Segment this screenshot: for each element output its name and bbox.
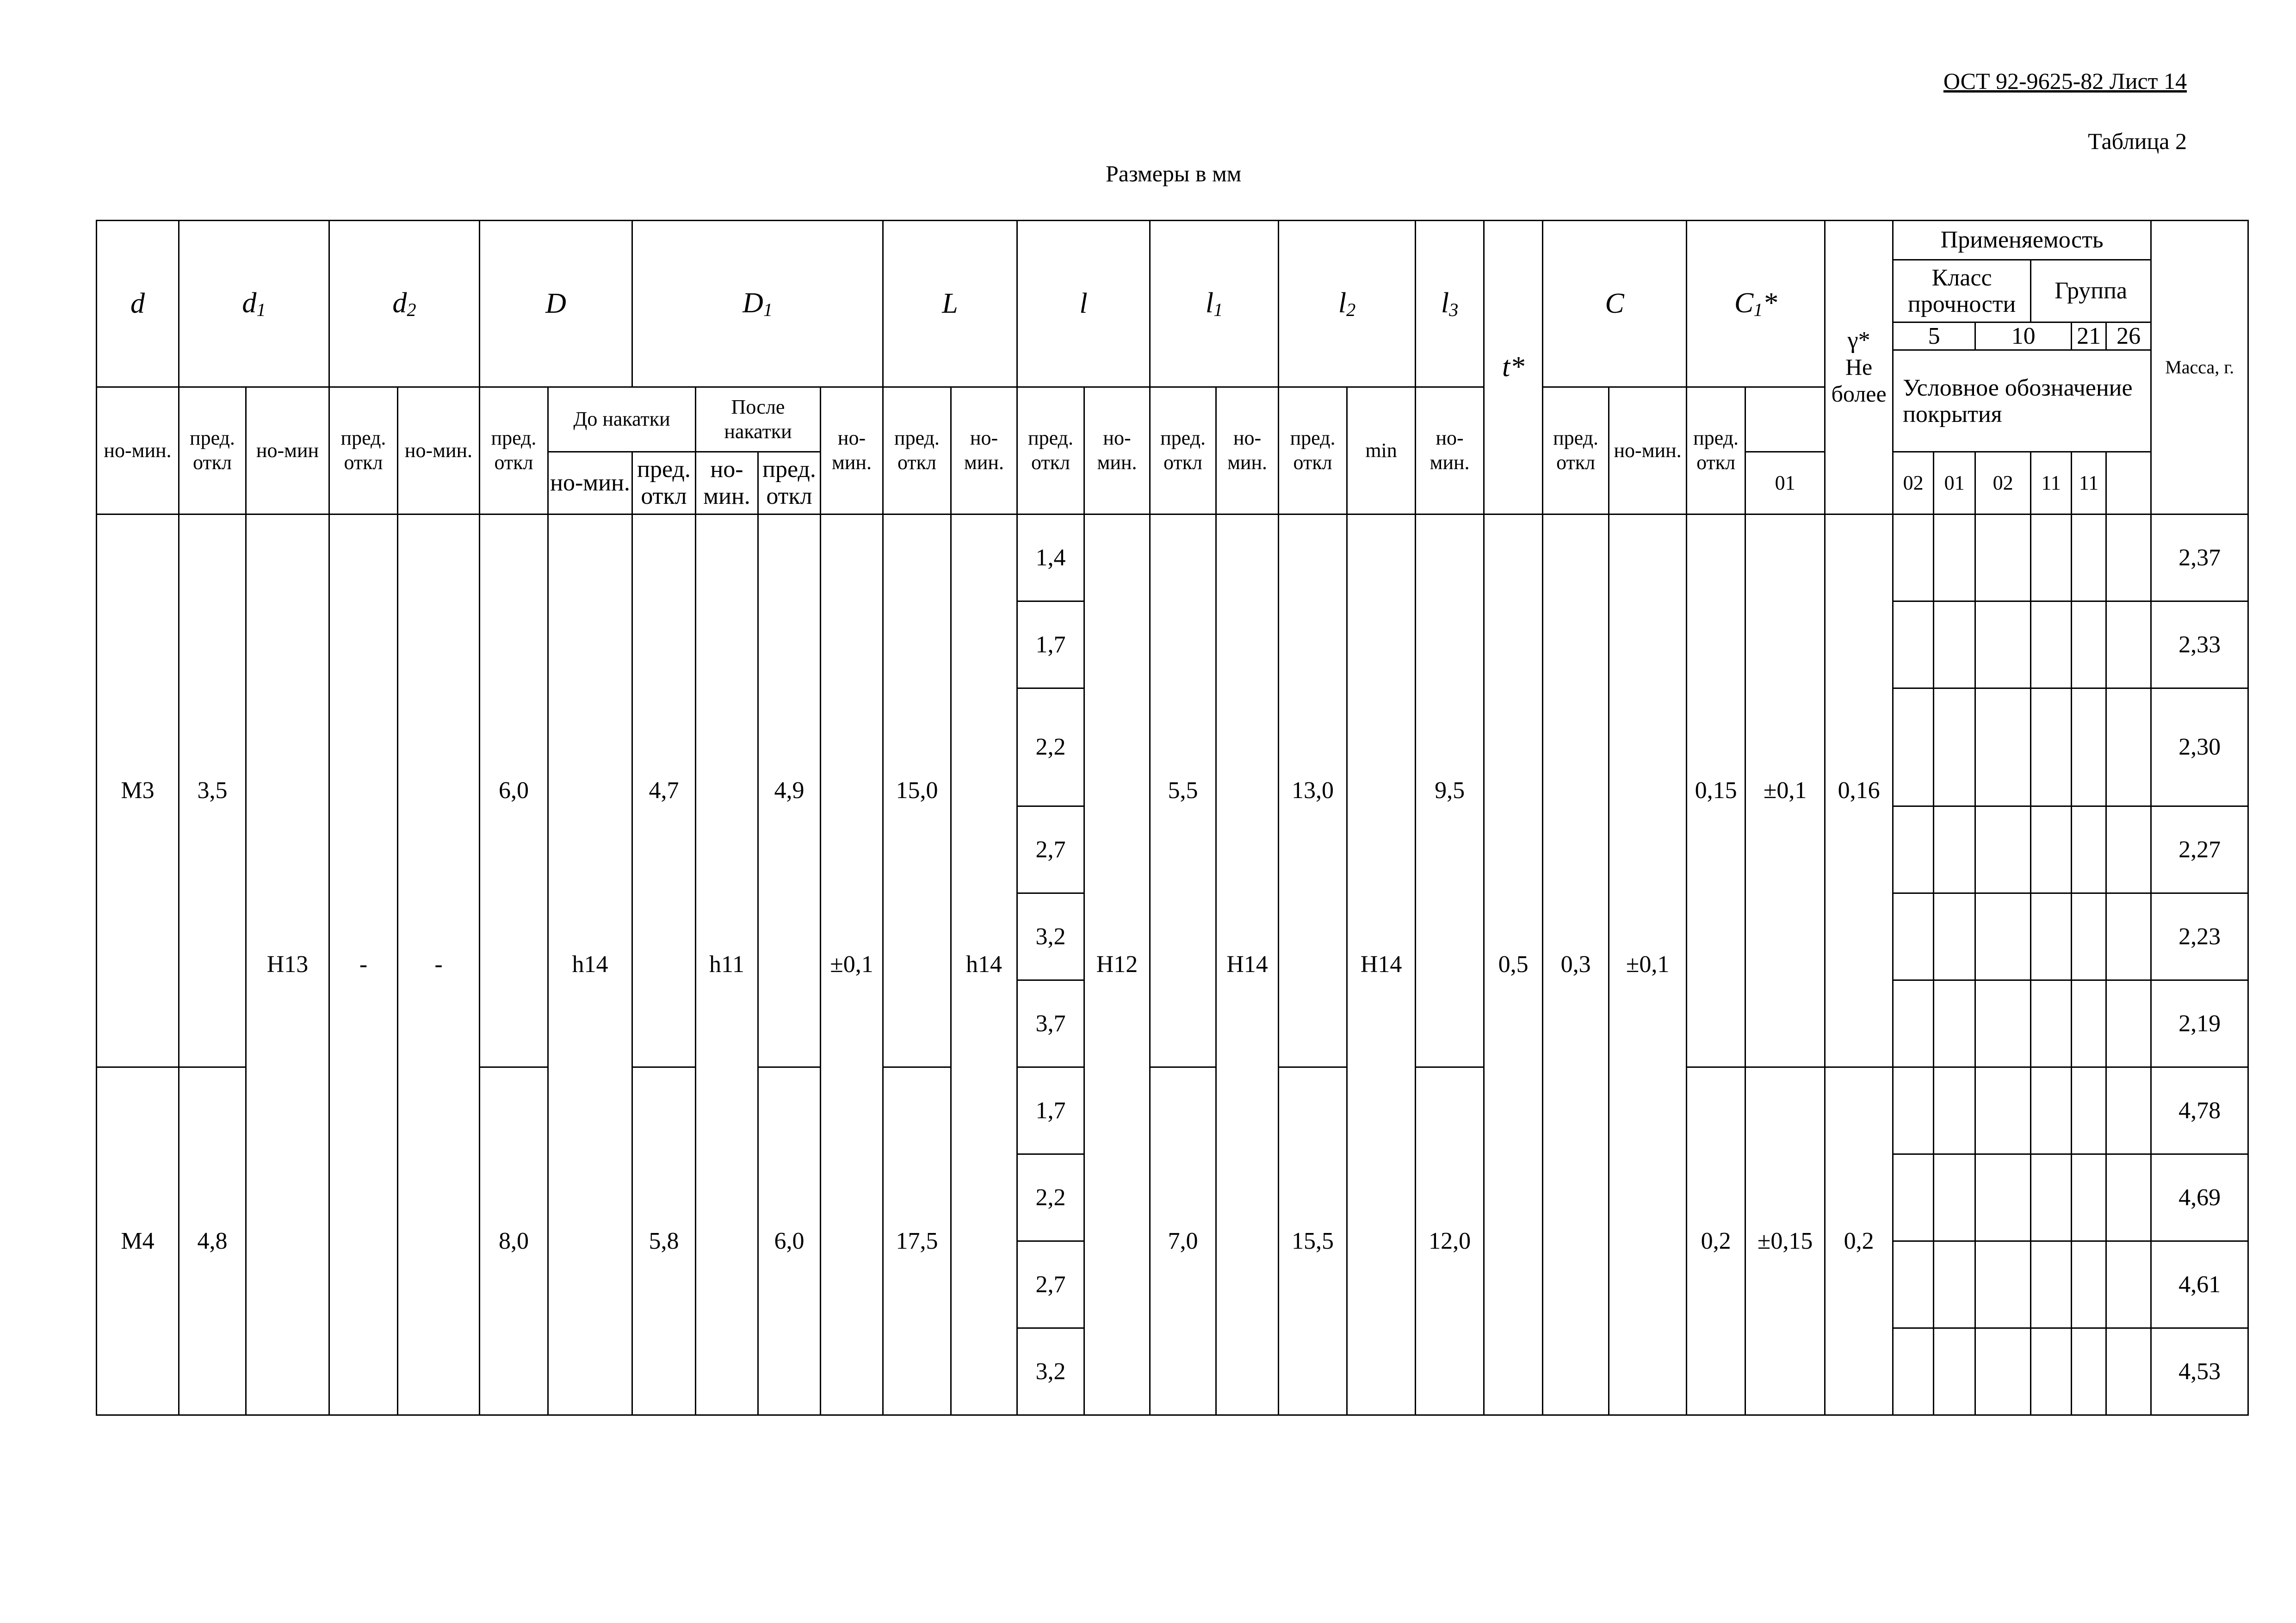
applicability-cell [1975,688,2031,806]
d2-nominal: - [329,514,398,1415]
applicability-cell [1893,1328,1934,1415]
C-nom-label: но-мин. [1416,387,1484,514]
applicability-cell [1893,980,1934,1067]
class-5: 5 [1893,322,1975,350]
header-l: l [1017,221,1150,387]
m4-l1: 7,0 [1150,1067,1216,1415]
l1-dev-label: пред. откл [1150,387,1216,514]
header-t: t* [1484,221,1543,514]
m3-d: М3 [97,514,179,1067]
header-strength-class: Класс прочности [1893,260,2031,322]
l1-nom-label: но-мин. [1084,387,1150,514]
applicability-cell [1975,1241,2031,1328]
l-value: 3,2 [1017,893,1084,980]
D1-after-tolerance: ±0,1 [821,514,883,1415]
m4-d: М4 [97,1067,179,1415]
m4-L: 17,5 [883,1067,951,1415]
m4-D1-after: 6,0 [758,1067,821,1415]
m4-gamma: 0,2 [1825,1067,1893,1415]
applicability-cell [2072,514,2106,601]
applicability-cell [2031,980,2072,1067]
group-21: 21 [2072,322,2106,350]
mass-value: 4,78 [2151,1067,2248,1154]
header-applicability: Применяемость [1893,221,2151,260]
D1-after-dev-label: пред. откл [758,452,821,514]
applicability-cell [1934,980,1975,1067]
applicability-cell [1975,1328,2031,1415]
l-value: 2,2 [1017,688,1084,806]
header-l2: $l_2$ [1279,221,1416,387]
D-tolerance: h14 [548,514,632,1415]
applicability-cell [1934,1328,1975,1415]
header-C: C [1543,221,1687,387]
m3-l1: 5,5 [1150,514,1216,1067]
m3-gamma: 0,16 [1825,514,1893,1067]
header-D: D [480,221,632,387]
mass-value: 2,30 [2151,688,2248,806]
m4-D: 8,0 [480,1067,548,1415]
L-dev-label: пред. откл [883,387,951,514]
header-group: Группа [2031,260,2151,322]
applicability-cell [1975,514,2031,601]
applicability-cell [1975,980,2031,1067]
m3-D1-after: 4,9 [758,514,821,1067]
applicability-cell [2072,688,2106,806]
D1-before-tolerance: h11 [696,514,758,1415]
D1-after-nom-label: но-мин. [696,452,758,514]
l-value: 1,4 [1017,514,1084,601]
mass-value: 4,61 [2151,1241,2248,1328]
mass-value: 2,23 [2151,893,2248,980]
applicability-cell [1934,1067,1975,1154]
D1-after-knurl: После накатки [696,387,821,452]
m3-D: 6,0 [480,514,548,1067]
applicability-cell [1934,688,1975,806]
t-value: 0,5 [1484,514,1543,1415]
table-number: Таблица 2 [2088,128,2187,154]
applicability-cell [2106,1067,2151,1154]
applicability-cell [1893,601,1934,688]
applicability-cell [1975,893,2031,980]
applicability-cell [2031,1154,2072,1241]
applicability-cell [2106,601,2151,688]
m4-D1-before: 5,8 [632,1067,696,1415]
applicability-cell [2106,893,2151,980]
applicability-cell [2106,514,2151,601]
applicability-cell [1975,1067,2031,1154]
applicability-cell [2072,806,2106,893]
applicability-cell [1893,806,1934,893]
header-C1: $C_1*$ [1687,221,1825,387]
C1-nom-label: но-мин. [1609,387,1687,514]
l1-tolerance: H14 [1216,514,1279,1415]
applicability-cell [2031,893,2072,980]
m3-C1-nominal: 0,15 [1687,514,1745,1067]
l-value: 3,2 [1017,1328,1084,1415]
applicability-cell [2106,688,2151,806]
applicability-cell [1934,1241,1975,1328]
applicability-cell [2106,1328,2151,1415]
mass-value: 4,69 [2151,1154,2248,1241]
applicability-cell [1934,1154,1975,1241]
l-value: 3,7 [1017,980,1084,1067]
applicability-cell [1975,1154,2031,1241]
applicability-cell [2031,1067,2072,1154]
header-d2: $d_2$ [329,221,480,387]
header-mass: Масса, г. [2151,221,2248,514]
applicability-cell [1934,806,1975,893]
d2-dev-label: пред. откл [329,387,398,514]
applicability-cell [1934,514,1975,601]
l-nom-label: но-мин. [951,387,1017,514]
applicability-cell [2031,601,2072,688]
applicability-cell [2072,1241,2106,1328]
l2-nom-label: но-мин. [1216,387,1279,514]
applicability-cell [1975,601,2031,688]
d2-deviation: - [398,514,480,1415]
applicability-cell [2106,806,2151,893]
applicability-cell [2031,1241,2072,1328]
applicability-cell [2072,980,2106,1067]
applicability-cell [1975,806,2031,893]
m4-C1-deviation: ±0,15 [1745,1067,1825,1415]
m3-D1-before: 4,7 [632,514,696,1067]
d1-tolerance: H13 [246,514,329,1415]
applicability-cell [2031,806,2072,893]
header-L: L [883,221,1017,387]
coating-code: 01 [1934,452,1975,514]
applicability-cell [1893,1067,1934,1154]
l-value: 2,7 [1017,806,1084,893]
C-dev-label: пред. откл [1543,387,1609,514]
class-10: 10 [1975,322,2072,350]
m4-d1: 4,8 [179,1067,246,1415]
applicability-cell [2072,601,2106,688]
mass-value: 2,27 [2151,806,2248,893]
header-l1: $l_1$ [1150,221,1279,387]
applicability-cell [2072,1328,2106,1415]
coating-code: 02 [1975,452,2031,514]
coating-code: 11 [2031,452,2072,514]
D-dev-label: пред. откл [480,387,548,514]
m3-d1: 3,5 [179,514,246,1067]
applicability-cell [2031,1328,2072,1415]
header-d1: $d_1$ [179,221,329,387]
header-D1: $D_1$ [632,221,883,387]
m3-l2: 13,0 [1279,514,1347,1067]
C1-dev-label: пред. откл [1687,387,1745,514]
l-value: 2,2 [1017,1154,1084,1241]
m3-L: 15,0 [883,514,951,1067]
applicability-cell [1893,514,1934,601]
m3-l3: 9,5 [1416,514,1484,1067]
applicability-cell [2072,1154,2106,1241]
header-d: d [97,221,179,387]
applicability-cell [2106,980,2151,1067]
applicability-cell [1893,1241,1934,1328]
applicability-cell [2031,688,2072,806]
applicability-cell [2072,893,2106,980]
m3-C1-deviation: ±0,1 [1745,514,1825,1067]
applicability-cell [1893,1154,1934,1241]
coating-code: 02 [1893,452,1934,514]
D1-before-dev-label: пред. откл [632,452,696,514]
D1-before-nom-label: но-мин. [548,452,632,514]
document-code: ОСТ 92-9625-82 Лист 14 [1943,68,2187,94]
header-coating: Условное обозначение покрытия [1893,350,2151,452]
header-gamma: γ* Не более [1825,221,1893,514]
d1-dev-label: пред. откл [179,387,246,514]
D-nom-label: но-мин. [398,387,480,514]
C-nominal: 0,3 [1543,514,1609,1415]
d1-nom-label: но-мин. [97,387,179,514]
l-value: 1,7 [1017,1067,1084,1154]
applicability-cell [2106,1241,2151,1328]
l2-dev-label: пред. откл [1279,387,1347,514]
applicability-cell [2106,1154,2151,1241]
L-tolerance: h14 [951,514,1017,1415]
m4-l3: 12,0 [1416,1067,1484,1415]
D1-before-knurl: До накатки [548,387,696,452]
coating-code: 01 [1745,452,1825,514]
dimensions-table [96,220,2249,1416]
l3-min-label: min [1347,387,1416,514]
mass-value: 2,33 [2151,601,2248,688]
d2-nom-label: но-мин [246,387,329,514]
group-26: 26 [2106,322,2151,350]
mass-value: 2,37 [2151,514,2248,601]
header-l3: $l_3$ [1416,221,1484,387]
applicability-cell [2031,514,2072,601]
C-deviation: ±0,1 [1609,514,1687,1415]
l-value: 2,7 [1017,1241,1084,1328]
m4-C1-nominal: 0,2 [1687,1067,1745,1415]
applicability-cell [2072,1067,2106,1154]
applicability-cell [1893,688,1934,806]
units-note: Размеры в мм [1106,161,1242,186]
applicability-cell [1934,601,1975,688]
L-nom-label: но-мин. [821,387,883,514]
mass-value: 4,53 [2151,1328,2248,1415]
applicability-cell [1934,893,1975,980]
l-tolerance: H12 [1084,514,1150,1415]
m4-l2: 15,5 [1279,1067,1347,1415]
coating-code: 11 [2072,452,2106,514]
applicability-cell [1893,893,1934,980]
l-value: 1,7 [1017,601,1084,688]
l-dev-label: пред. откл [1017,387,1084,514]
mass-value: 2,19 [2151,980,2248,1067]
l2-tolerance: H14 [1347,514,1416,1415]
